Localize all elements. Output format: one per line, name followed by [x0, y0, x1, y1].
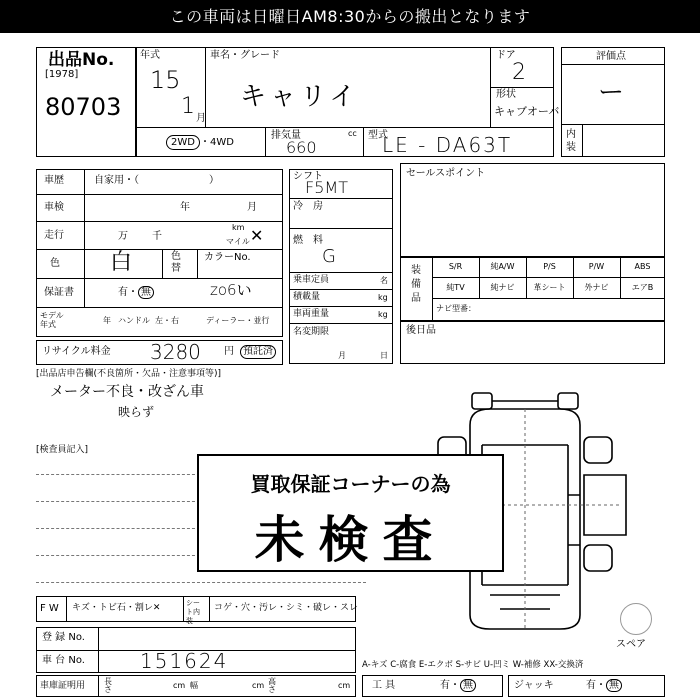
defects-line2: 映らず — [118, 405, 155, 419]
defects-line1: メーター不良・改ざん車 — [50, 384, 204, 400]
name-change-day: 日 — [380, 351, 388, 360]
fw-text: キズ・トビ石・割レ✕ — [72, 603, 161, 613]
chassis-value: 151624 — [140, 649, 229, 673]
recycle-value: 3280 — [150, 340, 201, 364]
score-value: ー — [598, 78, 625, 108]
equip-leather: 革シート — [533, 283, 566, 292]
model-change-year: 年 — [103, 316, 111, 325]
inspection-stamp — [197, 454, 504, 572]
capacity-unit: 名 — [380, 276, 388, 285]
warranty-field: 有・ 無 — [118, 288, 154, 298]
equip-aw: 純A/W — [490, 262, 515, 271]
shift-label: シフト — [293, 171, 323, 182]
warranty-no: 無 — [138, 286, 154, 299]
garage-width-unit: cm — [252, 681, 265, 690]
jack-no: 無 — [606, 679, 622, 692]
equip-sr: S/R — [448, 262, 463, 271]
equip-navi: 純ナビ — [490, 283, 515, 292]
displacement-label: 排気量 — [271, 130, 301, 141]
chassis-label: 車 台 No. — [42, 655, 85, 666]
equipment-label: 装備品 — [411, 265, 421, 304]
garage-height: 高さ — [268, 677, 276, 694]
history-label: 車歴 — [44, 175, 64, 186]
year-month: 1 — [181, 94, 195, 119]
lot-box — [36, 47, 136, 157]
damage-legend: A-キズ C-腐食 E-エクボ S-サビ U-凹ミ W-補修 XX-交換済 — [362, 660, 584, 670]
jack-field: 有・ 無 — [586, 681, 622, 691]
lot-number: 80703 — [45, 93, 122, 121]
tools-field: 有・ 無 — [440, 681, 476, 691]
fuel-value: G — [322, 246, 336, 267]
drive-4wd: 4WD — [209, 137, 234, 148]
year-month-unit: 月 — [196, 113, 206, 124]
equip-ext-navi: 外ナビ — [584, 283, 609, 292]
shape-label: 形状 — [496, 89, 516, 100]
mileage-man: 万 — [118, 231, 128, 242]
aircon-label: 冷 房 — [293, 201, 323, 212]
notes-box — [400, 321, 665, 364]
drive-2wd: 2WD — [166, 135, 200, 150]
shift-value: F5MT — [305, 178, 348, 197]
spare-label: スペア — [616, 639, 646, 650]
doors-label: ドア — [496, 50, 516, 61]
recycle-unit: 円 — [224, 346, 234, 357]
seat-text: コゲ・穴・汚レ・シミ・破レ・スレ — [214, 603, 359, 613]
fw-label: F W — [40, 603, 59, 614]
inspector-label: [検査員記入] — [36, 445, 89, 455]
jack-label: ジャッキ — [514, 680, 554, 691]
lot-code: [1978] — [45, 69, 79, 80]
stamp-main-text: 未検査 — [254, 511, 447, 569]
doors-value: 2 — [512, 60, 526, 85]
garage-length-unit: cm — [173, 681, 186, 690]
equip-airbag: エアB — [631, 283, 654, 292]
equip-tv: 純TV — [446, 283, 465, 292]
tools-label: 工 具 — [372, 680, 396, 691]
shaken-year: 年 — [180, 202, 190, 213]
recycle-label: リサイクル料金 — [42, 346, 111, 357]
garage-height-unit: cm — [338, 681, 351, 690]
mileage-marks: ✕ — [250, 226, 264, 245]
color-value: 白 — [110, 250, 133, 275]
garage-length: 長さ — [104, 677, 112, 694]
equip-pw: P/W — [588, 262, 605, 271]
seat-label: シート内装 — [186, 599, 200, 625]
year-value: 15 — [150, 66, 181, 94]
weight-label: 車両重量 — [293, 309, 330, 319]
warranty-label: 保証書 — [44, 287, 74, 298]
shaken-label: 車検 — [44, 202, 64, 213]
navi-model-label: ナビ型番： — [436, 304, 476, 313]
model-change-label: モデル 年式 — [40, 311, 64, 329]
capacity-label: 乗車定員 — [293, 275, 330, 285]
drive-field: 2WD ・4WD — [166, 138, 234, 148]
spare-tire-icon — [620, 603, 652, 635]
defects-label: [出品店申告欄(不良箇所・欠品・注意事項等)] — [36, 369, 222, 379]
score-label: 評価点 — [596, 51, 626, 62]
load-unit: kg — [378, 293, 388, 302]
mileage-km: km — [232, 223, 245, 232]
fuel-label: 燃 料 — [293, 235, 323, 246]
displacement-unit: cc — [348, 129, 357, 138]
dealer-field: ディーラー・並行 — [206, 316, 270, 325]
model-type-value: LE - DA63T — [382, 133, 513, 157]
shape-value: キャブオーバ — [494, 105, 560, 118]
mileage-mile: マイル — [226, 237, 250, 246]
warranty-handwritten: zo6い — [210, 281, 252, 299]
tools-no: 無 — [460, 679, 476, 692]
recycle-status: 預託済 — [240, 345, 276, 359]
car-name-label: 車名・グレード — [210, 50, 280, 61]
sales-point-label: セールスポイント — [406, 168, 486, 179]
shaken-month: 月 — [247, 202, 257, 213]
notes-label: 後日品 — [406, 325, 436, 336]
displacement-value: 660 — [286, 138, 317, 157]
year-label: 年式 — [140, 50, 160, 61]
interior-label: 内装 — [566, 129, 576, 153]
garage-label: 車庫証明用 — [40, 681, 86, 691]
stamp-subtitle: 買取保証コーナーの為 — [250, 472, 451, 496]
handle-field: 左・右 — [155, 316, 179, 325]
load-label: 積載量 — [293, 292, 321, 302]
color-change-label: 色替 — [171, 251, 181, 274]
mileage-sen: 千 — [152, 231, 162, 242]
garage-width: 幅 — [190, 681, 198, 690]
color-label: 色 — [50, 258, 60, 269]
history-value: 自家用・（ ） — [94, 175, 219, 186]
name-change-label: 名変期限 — [293, 327, 330, 337]
car-name-value: キャリイ — [240, 82, 360, 112]
weight-unit: kg — [378, 310, 388, 319]
mileage-label: 走行 — [44, 230, 64, 241]
banner: この車両は日曜日AM8:30からの搬出となります — [0, 0, 700, 33]
model-type-label: 型式 — [368, 130, 388, 141]
equip-ps: P/S — [543, 262, 556, 271]
equip-abs: ABS — [634, 262, 651, 271]
color-no-label: カラーNo. — [204, 252, 251, 263]
registration-label: 登 録 No. — [42, 632, 85, 643]
handle-label: ハンドル — [118, 316, 150, 325]
lot-label: 出品No. — [48, 50, 115, 70]
name-change-month: 月 — [338, 351, 346, 360]
